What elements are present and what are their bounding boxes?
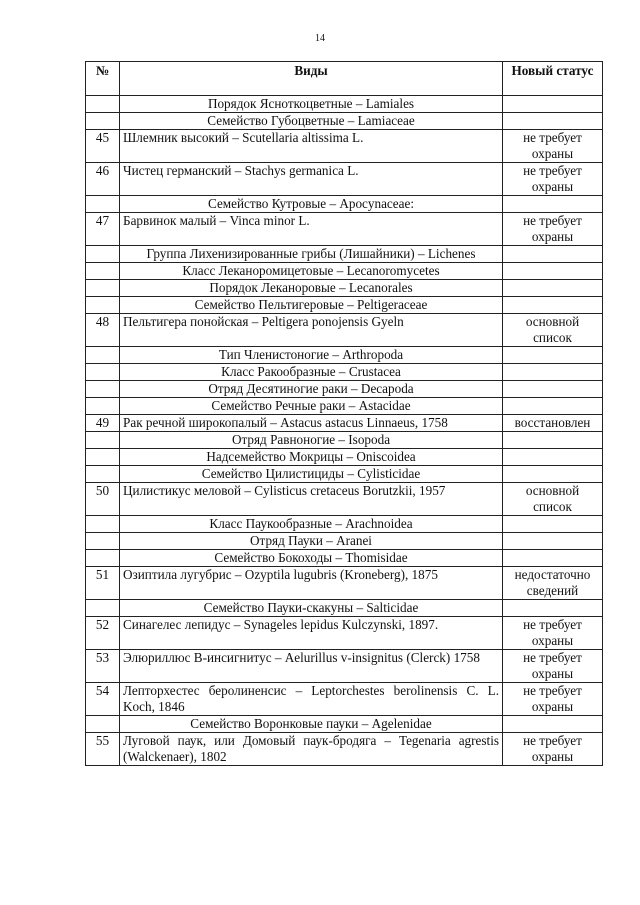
status-cell — [503, 263, 603, 280]
status-cell — [503, 280, 603, 297]
status-cell — [503, 432, 603, 449]
number-cell — [86, 550, 120, 567]
species-name: Элюриллюс В-инсигнитус – Aelurillus v-insignitus (Clerck) 1758 — [120, 650, 503, 683]
species-row — [86, 483, 603, 516]
taxon-name: Семейство Кутровые – Apocynaceae: — [120, 196, 503, 213]
number-cell — [86, 600, 120, 617]
taxon-row — [86, 113, 603, 130]
taxon-name: Семейство Воронковые пауки – Agelenidae — [120, 716, 503, 733]
species-status: не требует охраны — [503, 650, 603, 683]
taxon-row — [86, 297, 603, 314]
species-row — [86, 650, 603, 683]
species-name: Луговой паук, или Домовый паук-бродяга – Tegenaria agrestis (Walckenaer), 1802 — [120, 733, 503, 766]
page-number: 14 — [315, 33, 325, 44]
species-row — [86, 314, 603, 347]
species-name: Рак речной широкопалый – Astacus astacus Linnaeus, 1758 — [120, 415, 503, 432]
status-cell — [503, 246, 603, 263]
table-body — [86, 96, 603, 766]
status-cell — [503, 398, 603, 415]
species-status-table — [85, 61, 603, 766]
status-cell — [503, 466, 603, 483]
species-row — [86, 213, 603, 246]
number-cell — [86, 96, 120, 113]
taxon-row — [86, 398, 603, 415]
species-name: Синагелес лепидус – Synageles lepidus Kulczynski, 1897. — [120, 617, 503, 650]
number-cell — [86, 466, 120, 483]
species-status: основной список — [503, 483, 603, 516]
species-row — [86, 163, 603, 196]
number-cell — [86, 516, 120, 533]
species-number: 52 — [86, 617, 120, 650]
species-name: Барвинок малый – Vinca minor L. — [120, 213, 503, 246]
taxon-row — [86, 516, 603, 533]
taxon-row — [86, 263, 603, 280]
header-new-status: Новый статус — [503, 62, 603, 96]
number-cell — [86, 113, 120, 130]
taxon-row — [86, 550, 603, 567]
species-row — [86, 617, 603, 650]
number-cell — [86, 364, 120, 381]
taxon-row — [86, 347, 603, 364]
species-name: Цилистикус меловой – Cylisticus cretaceus Borutzkii, 1957 — [120, 483, 503, 516]
status-cell — [503, 550, 603, 567]
species-status: не требует охраны — [503, 213, 603, 246]
taxon-name: Надсемейство Мокрицы – Oniscoidea — [120, 449, 503, 466]
number-cell — [86, 347, 120, 364]
species-status: не требует охраны — [503, 163, 603, 196]
species-status: восстановлен — [503, 415, 603, 432]
status-cell — [503, 347, 603, 364]
number-cell — [86, 432, 120, 449]
species-number: 45 — [86, 130, 120, 163]
taxon-row — [86, 432, 603, 449]
taxon-row — [86, 533, 603, 550]
number-cell — [86, 716, 120, 733]
taxon-name: Семейство Губоцветные – Lamiaceae — [120, 113, 503, 130]
taxon-row — [86, 196, 603, 213]
taxon-name: Семейство Бокоходы – Thomisidae — [120, 550, 503, 567]
taxon-name: Порядок Ясноткоцветные – Lamiales — [120, 96, 503, 113]
species-number: 51 — [86, 567, 120, 600]
header-number: № — [86, 62, 120, 96]
species-row — [86, 415, 603, 432]
status-cell — [503, 113, 603, 130]
species-number: 54 — [86, 683, 120, 716]
number-cell — [86, 246, 120, 263]
taxon-name: Семейство Цилистициды – Cylisticidae — [120, 466, 503, 483]
taxon-name: Группа Лихенизированные грибы (Лишайники) – Lichenes — [120, 246, 503, 263]
species-number: 47 — [86, 213, 120, 246]
status-cell — [503, 716, 603, 733]
taxon-name: Семейство Пауки-скакуны – Salticidae — [120, 600, 503, 617]
taxon-name: Класс Паукообразные – Arachnoidea — [120, 516, 503, 533]
status-cell — [503, 381, 603, 398]
taxon-row — [86, 600, 603, 617]
taxon-row — [86, 96, 603, 113]
species-row — [86, 130, 603, 163]
number-cell — [86, 398, 120, 415]
species-row — [86, 567, 603, 600]
taxon-name: Семейство Речные раки – Astacidae — [120, 398, 503, 415]
status-cell — [503, 600, 603, 617]
taxon-row — [86, 716, 603, 733]
taxon-name: Тип Членистоногие – Arthropoda — [120, 347, 503, 364]
table-header-row — [86, 62, 603, 96]
status-cell — [503, 533, 603, 550]
species-name: Шлемник высокий – Scutellaria altissima L. — [120, 130, 503, 163]
species-name: Чистец германский – Stachys germanica L. — [120, 163, 503, 196]
taxon-name: Класс Леканоромицетовые – Lecanoromycetes — [120, 263, 503, 280]
number-cell — [86, 263, 120, 280]
species-name: Лепторхестес беролиненсис – Leptorchestes berolinensis C. L. Koch, 1846 — [120, 683, 503, 716]
species-status: не требует охраны — [503, 683, 603, 716]
taxon-name: Класс Ракообразные – Crustacea — [120, 364, 503, 381]
species-status: не требует охраны — [503, 130, 603, 163]
number-cell — [86, 297, 120, 314]
species-number: 53 — [86, 650, 120, 683]
species-status: не требует охраны — [503, 733, 603, 766]
taxon-name: Отряд Пауки – Aranei — [120, 533, 503, 550]
status-cell — [503, 96, 603, 113]
number-cell — [86, 449, 120, 466]
number-cell — [86, 280, 120, 297]
species-status: не требует охраны — [503, 617, 603, 650]
taxon-row — [86, 466, 603, 483]
species-row — [86, 733, 603, 766]
taxon-name: Отряд Десятиногие раки – Decapoda — [120, 381, 503, 398]
species-number: 55 — [86, 733, 120, 766]
species-row — [86, 683, 603, 716]
status-cell — [503, 364, 603, 381]
species-number: 50 — [86, 483, 120, 516]
species-name: Озиптила лугубрис – Ozyptila lugubris (Kroneberg), 1875 — [120, 567, 503, 600]
taxon-name: Семейство Пельтигеровые – Peltigeraceae — [120, 297, 503, 314]
number-cell — [86, 533, 120, 550]
species-status: недостаточно сведений — [503, 567, 603, 600]
taxon-row — [86, 449, 603, 466]
status-cell — [503, 516, 603, 533]
header-species: Виды — [120, 62, 503, 96]
species-number: 49 — [86, 415, 120, 432]
taxon-row — [86, 280, 603, 297]
species-number: 46 — [86, 163, 120, 196]
taxon-row — [86, 246, 603, 263]
number-cell — [86, 196, 120, 213]
species-number: 48 — [86, 314, 120, 347]
taxon-row — [86, 381, 603, 398]
status-cell — [503, 196, 603, 213]
species-status: основной список — [503, 314, 603, 347]
number-cell — [86, 381, 120, 398]
taxon-name: Порядок Леканоровые – Lecanorales — [120, 280, 503, 297]
taxon-name: Отряд Равноногие – Isopoda — [120, 432, 503, 449]
status-cell — [503, 297, 603, 314]
taxon-row — [86, 364, 603, 381]
species-name: Пельтигера понойская – Peltigera ponojensis Gyeln — [120, 314, 503, 347]
status-cell — [503, 449, 603, 466]
